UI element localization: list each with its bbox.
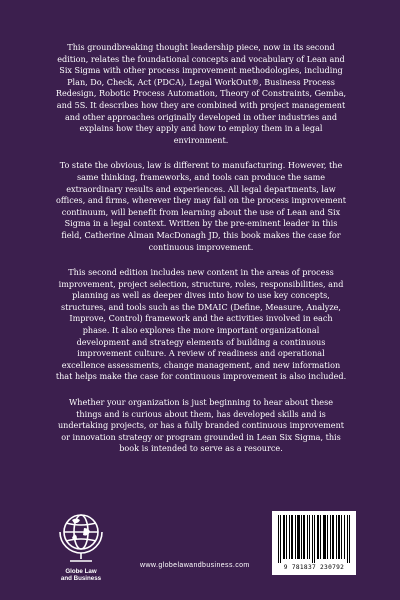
globe-icon xyxy=(48,506,114,568)
publisher-name xyxy=(48,568,114,582)
publisher-name-line1: Globe Law xyxy=(65,568,97,575)
barcode-bars xyxy=(276,515,352,563)
isbn-digits: 9 781837 230792 xyxy=(283,564,345,571)
publisher-logo xyxy=(48,506,114,588)
blurb-paragraph-2: To state the obvious, law is different to manufacturing. However, the same thinking, frameworks, and tools can produce the same extraordinary results and experiences. All legal departments, law offices, and firms, wherever they may fall on the process improvement continuum, will benefit from learning about the use of Lean and Six Sigma in a legal context. Written by the pre-eminent leader in this field, Catherine Alman MacDonagh JD, this book makes the case for continuous improvement. xyxy=(56,160,346,252)
blurb-paragraph-1: This groundbreaking thought leadership piece, now in its second edition, relates the foundational concepts and vocabulary of Lean and Six Sigma with other process improvement methodologies, including Plan, Do, Check, Act (PDCA), Legal WorkOut®, Business Process Redesign, Robotic Process Automation, Theory of Constraints, Gemba, and 5S. It describes how they are combined with project management and other approaches originally developed in other industries and explains how they apply and how to employ them in a legal environment. xyxy=(55,42,347,145)
blurb-paragraph-4: Whether your organization is just beginning to hear about these things and is curious about them, has developed skills and is undertaking projects, or has a fully branded continuous improvement or innovation strategy or program grounded in Lean Six Sigma, this book is intended to serve as a resource. xyxy=(57,397,345,454)
blurb-text xyxy=(55,42,347,469)
blurb-paragraph-3: This second edition includes new content in the areas of process improvement, project selection, structure, roles, responsibilities, and planning as well as deeper dives into how to use key concepts, structures, and tools such as the DMAIC (Define, Measure, Analyze, Improve, Control) framework and the activities involved in each phase. It also explores the more important organizational development and strategy elements of building a continuous improvement culture. A review of readiness and operational excellence assessments, change management, and new information that helps make the case for continuous improvement is also included. xyxy=(55,267,347,382)
isbn-barcode xyxy=(272,511,356,575)
publisher-url[interactable]: www.globelawandbusiness.com xyxy=(140,562,250,569)
publisher-name-line2: and Business xyxy=(60,575,102,582)
